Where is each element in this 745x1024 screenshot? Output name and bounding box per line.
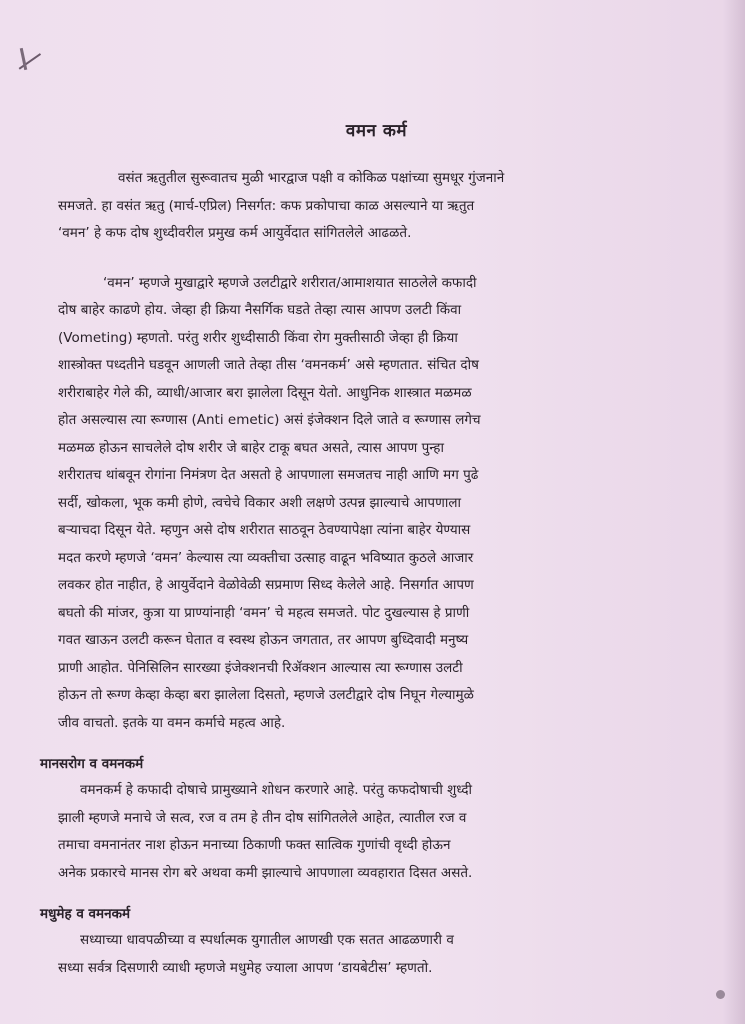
main-line: प्राणी आहोत. पेनिसिलिन सारख्या इंजेक्शनची रिॲक्शन आल्यास त्या रूग्णास उलटी [58, 659, 463, 676]
main-line: लवकर होत नाहीत, हे आयुर्वेदाने वेळोवेळी सप्रमाण सिध्द केलेले आहे. निसर्गात आपण [58, 577, 474, 593]
section2-line: झाली म्हणजे मनाचे जे सत्व, रज व तम हे तीन दोष सांगितलेले आहेत, त्यातील रज व [58, 809, 467, 826]
main-line: शरीराबाहेर गेले की, व्याधी/आजार बरा झालेला दिसून येतो. आधुनिक शास्त्रात मळमळ [58, 384, 472, 401]
section2-line: तमाचा वमनानंतर नाश होऊन मनाच्या ठिकाणी फक्त सात्विक गुणांची वृध्दी होऊन [58, 837, 451, 853]
main-line: शास्त्रोक्त पध्दतीने घडवून आणली जाते तेव्हा तीस ‘वमनकर्म’ असे म्हणतात. संचित दोष [58, 357, 479, 373]
intro-line: समजते. हा वसंत ऋतु (मार्च-एप्रिल) निसर्गत: कफ प्रकोपाचा काळ असल्याने या ऋतुत [58, 197, 475, 214]
section2-paragraph [58, 777, 670, 887]
section3-line: सध्याच्या धावपळीच्या व स्पर्धात्मक युगातील आणखी एक सतत आढळणारी व [80, 932, 454, 948]
main-line: दोष बाहेर काढणे होय. जेव्हा ही क्रिया नैसर्गिक घडते तेव्हा त्यास आपण उलटी किंवा [58, 302, 462, 318]
main-line: होऊन तो रूग्ण केव्हा केव्हा बरा झालेला दिसतो, म्हणजे उलटीद्वारे दोष निघून गेल्यामुळे [58, 687, 474, 703]
section2-line: वमनकर्म हे कफादी दोषाचे प्रामुख्याने शोधन करणारे आहे. परंतु कफदोषाची शुध्दी [80, 782, 473, 798]
main-line: शरीरातच थांबवून रोगांना निमंत्रण देत असतो हे आपणाला समजतच नाही आणि मग पुढे [58, 467, 479, 483]
section-heading-diabetes: मधुमेह व वमनकर्म [40, 906, 131, 922]
main-line: होत असल्यास त्या रूग्णास (Anti emetic) असं इंजेक्शन दिले जाते व रूग्णास लगेच [58, 412, 481, 428]
main-line: बऱ्याचदा दिसून येते. म्हणुन असे दोष शरीरात साठवून ठेवण्यापेक्षा त्यांना बाहेर येण्यास [58, 522, 471, 538]
intro-paragraph [58, 165, 670, 248]
section3-paragraph [58, 927, 670, 982]
main-line: (Vometing) म्हणतो. परंतु शरीर शुध्दीसाठी किंवा रोग मुक्तीसाठी जेव्हा ही क्रिया [58, 329, 458, 346]
main-line: सर्दी, खोकला, भूक कमी होणे, त्वचेचे विकार अशी लक्षणे उत्पन्न झाल्याचे आपणाला [58, 494, 461, 511]
intro-line: ‘वमन’ हे कफ दोष शुध्दीवरील प्रमुख कर्म आयुर्वेदात सांगितलेले आढळते. [58, 225, 412, 241]
section-heading-mental-illness: मानसरोग व वमनकर्म [40, 756, 144, 772]
section3-line: सध्या सर्वत्र दिसणारी व्याधी म्हणजे मधुमेह ज्याला आपण ‘डायबेटीस’ म्हणतो. [58, 959, 433, 976]
main-line: मदत करणे म्हणजे ‘वमन’ केल्यास त्या व्यक्तीचा उत्साह वाढून भविष्यात कुठले आजार [58, 549, 474, 566]
main-line: बघतो की मांजर, कुत्रा या प्राण्यांनाही ‘वमन’ चे महत्व समजते. पोट दुखल्यास हे प्राणी [58, 604, 470, 621]
document-body [40, 118, 670, 982]
intro-line: वसंत ऋतुतील सुरूवातच मुळी भारद्वाज पक्षी व कोकिळ पक्षांच्या सुमधूर गुंजनाने [118, 170, 505, 186]
document-title: वमन कर्म [345, 121, 408, 141]
section2-line: अनेक प्रकारचे मानस रोग बरे अथवा कमी झाल्याचे आपणाला व्यवहारात दिसत असते. [58, 864, 473, 881]
main-line: गवत खाऊन उलटी करून घेतात व स्वस्थ होऊन जगतात, तर आपण बुध्दिवादी मनुष्य [58, 632, 469, 648]
paper-edge-shadow [723, 0, 745, 1024]
main-line: जीव वाचतो. इतके या वमन कर्माचे महत्व आहे. [58, 714, 286, 731]
paper-spot [716, 990, 725, 999]
main-paragraph [58, 270, 670, 738]
main-line: ‘वमन’ म्हणजे मुखाद्वारे म्हणजे उलटीद्वारे शरीरात/आमाशयात साठलेले कफादी [103, 274, 477, 291]
main-line: मळमळ होऊन साचलेले दोष शरीर जे बाहेर टाकू बघत असते, त्यास आपण पुन्हा [58, 439, 444, 456]
